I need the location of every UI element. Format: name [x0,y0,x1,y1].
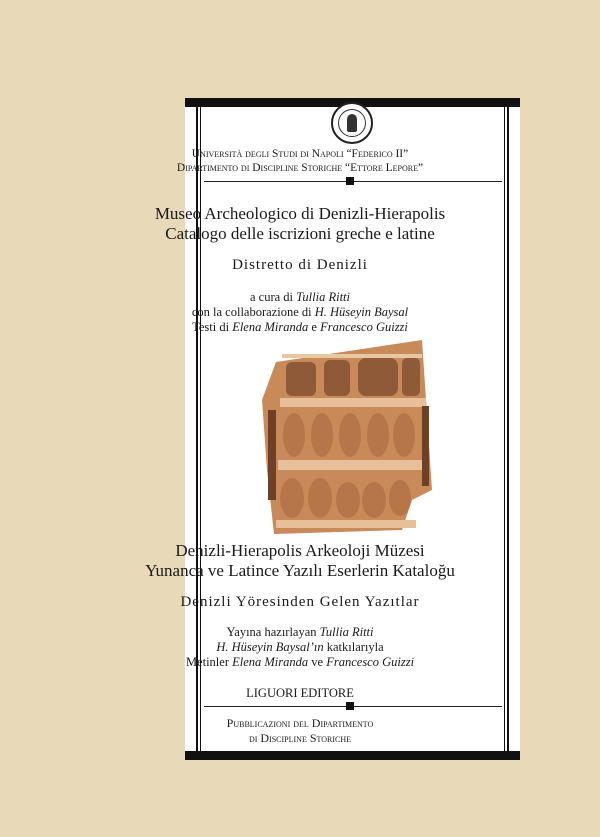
and-word: e [308,320,321,334]
turkish-collab-line [0,640,600,655]
italian-subtitle: Distretto di Denizli [232,257,368,273]
divider-square [346,177,354,185]
editor-name: Tullia Ritti [296,290,350,304]
relief-sculpture-image [262,340,434,535]
turkish-title-line2: Yunanca ve Latince Yazılı Eserlerin Kataloğu [145,561,455,580]
author1: Elena Miranda [232,320,309,334]
tr-editor-name: Tullia Ritti [319,625,374,639]
collab-name: H. Hüseyin Baysal [314,305,409,319]
italian-editor-line [0,290,600,305]
tr-collab-name: H. Hüseyin Baysal’ın [216,640,324,654]
editor-prefix: a cura di [250,290,297,304]
italian-title-line2: Catalogo delle iscrizioni greche e latine [165,224,435,243]
publisher-name: LIGUORI EDITORE [246,686,354,700]
department-line: Dipartimento di Discipline Storiche “Ettore Lepore” [176,162,424,174]
turkish-title-line1: Denizli-Hierapolis Arkeoloji Müzesi [175,541,425,560]
texts-prefix: Testi di [192,320,233,334]
turkish-texts-line [0,655,600,670]
divider-bottom-square [346,702,354,710]
tr-texts-prefix: Metinler [185,655,233,669]
tr-and-word: ve [308,655,327,669]
italian-collab-line [0,305,600,320]
italian-title-line1: Museo Archeologico di Denizli-Hierapolis [154,204,446,223]
turkish-subtitle: Denizli Yöresinden Gelen Yazıtlar [180,594,420,610]
series-line2: di Discipline Storiche [248,731,352,745]
tr-author2: Francesco Guizzi [326,655,415,669]
author2: Francesco Guizzi [320,320,408,334]
italian-texts-line [0,320,600,335]
university-line: Università degli Studi di Napoli “Federico II” [191,148,409,160]
university-seal-icon [331,102,373,144]
tr-collab-suffix: katkılarıyla [323,640,384,654]
turkish-editor-line [0,625,600,640]
collab-prefix: con la collaborazione di [191,305,315,319]
tr-author1: Elena Miranda [232,655,309,669]
tr-editor-prefix: Yayına hazırlayan [226,625,320,639]
series-line1: Pubblicazioni del Dipartimento [226,716,374,730]
